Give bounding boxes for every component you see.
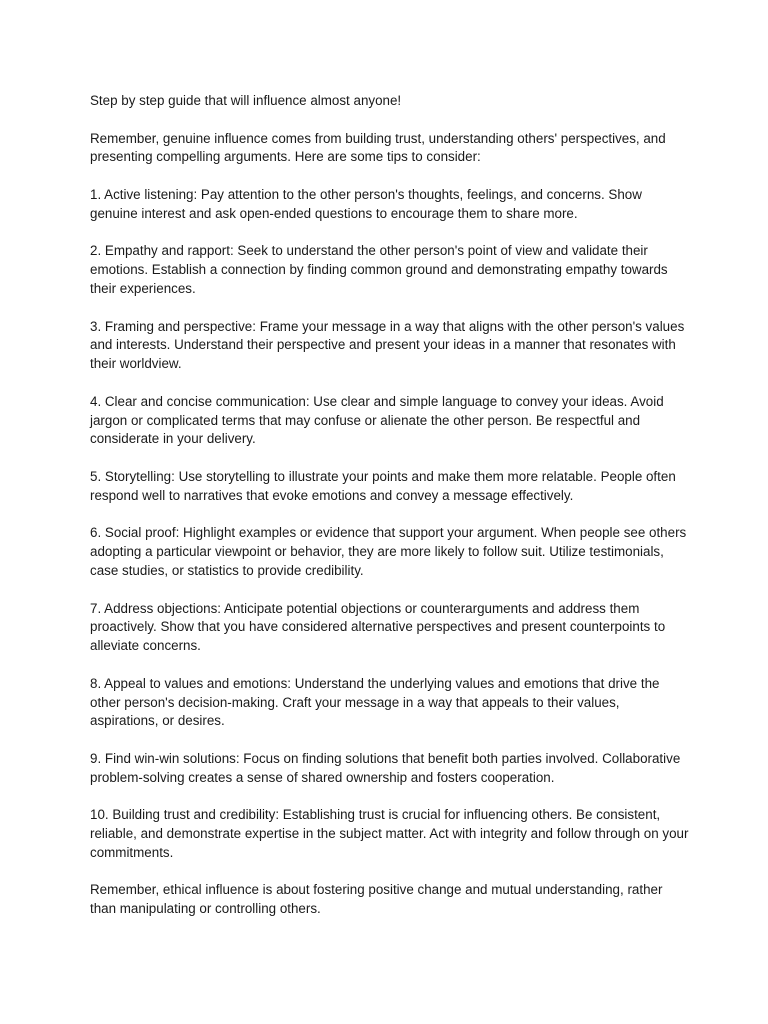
tip-10: 10. Building trust and credibility: Establishing trust is crucial for influencing others. Be consistent, reliable, and demonstrate expertise in the subject matter. Act with integrity and follow through on your commitments. [90, 807, 689, 860]
tip-9: 9. Find win-win solutions: Focus on finding solutions that benefit both parties involved. Collaborative problem-solving creates a sense of shared ownership and fosters cooperation. [90, 750, 681, 785]
tip-1: 1. Active listening: Pay attention to the other person's thoughts, feelings, and concerns. Show genuine interest and ask open-ended questions to encourage them to share more. [90, 186, 642, 221]
tip-6: 6. Social proof: Highlight examples or evidence that support your argument. When people see others adopting a particular viewpoint or behavior, they are more likely to follow suit. Utilize testimonials, case studies, or statistics to provide credibility. [90, 525, 687, 578]
document-title: Step by step guide that will influence almost anyone! [90, 93, 402, 108]
intro-paragraph: Remember, genuine influence comes from building trust, understanding others' perspectives, and presenting compelling arguments. Here are some tips to consider: [90, 130, 666, 165]
tip-7: 7. Address objections: Anticipate potential objections or counterarguments and address them proactively. Show that you have considered alternative perspectives and present counterpoints to alleviate concerns. [90, 600, 666, 654]
conclusion-paragraph: Remember, ethical influence is about fostering positive change and mutual understanding, rather than manipulating or controlling others. [90, 882, 663, 917]
tip-8: 8. Appeal to values and emotions: Understand the underlying values and emotions that drive the other person's decision-making. Craft your message in a way that appeals to their values, aspirations, or desires. [90, 675, 660, 729]
tip-2: 2. Empathy and rapport: Seek to understand the other person's point of view and validate their emotions. Establish a connection by finding common ground and demonstrating empathy towards their experiences. [90, 243, 668, 296]
tip-5: 5. Storytelling: Use storytelling to illustrate your points and make them more relatable. People often respond well to narratives that evoke emotions and convey a message effectively. [90, 468, 676, 503]
tip-4: 4. Clear and concise communication: Use clear and simple language to convey your ideas. Avoid jargon or complicated terms that may confuse or alienate the other person. Be respectful and considerate in your delivery. [90, 393, 664, 447]
tip-3: 3. Framing and perspective: Frame your message in a way that aligns with the other person's values and interests. Understand their perspective and present your ideas in a manner that resonates with their worldview. [90, 318, 685, 372]
document-body [90, 92, 690, 938]
